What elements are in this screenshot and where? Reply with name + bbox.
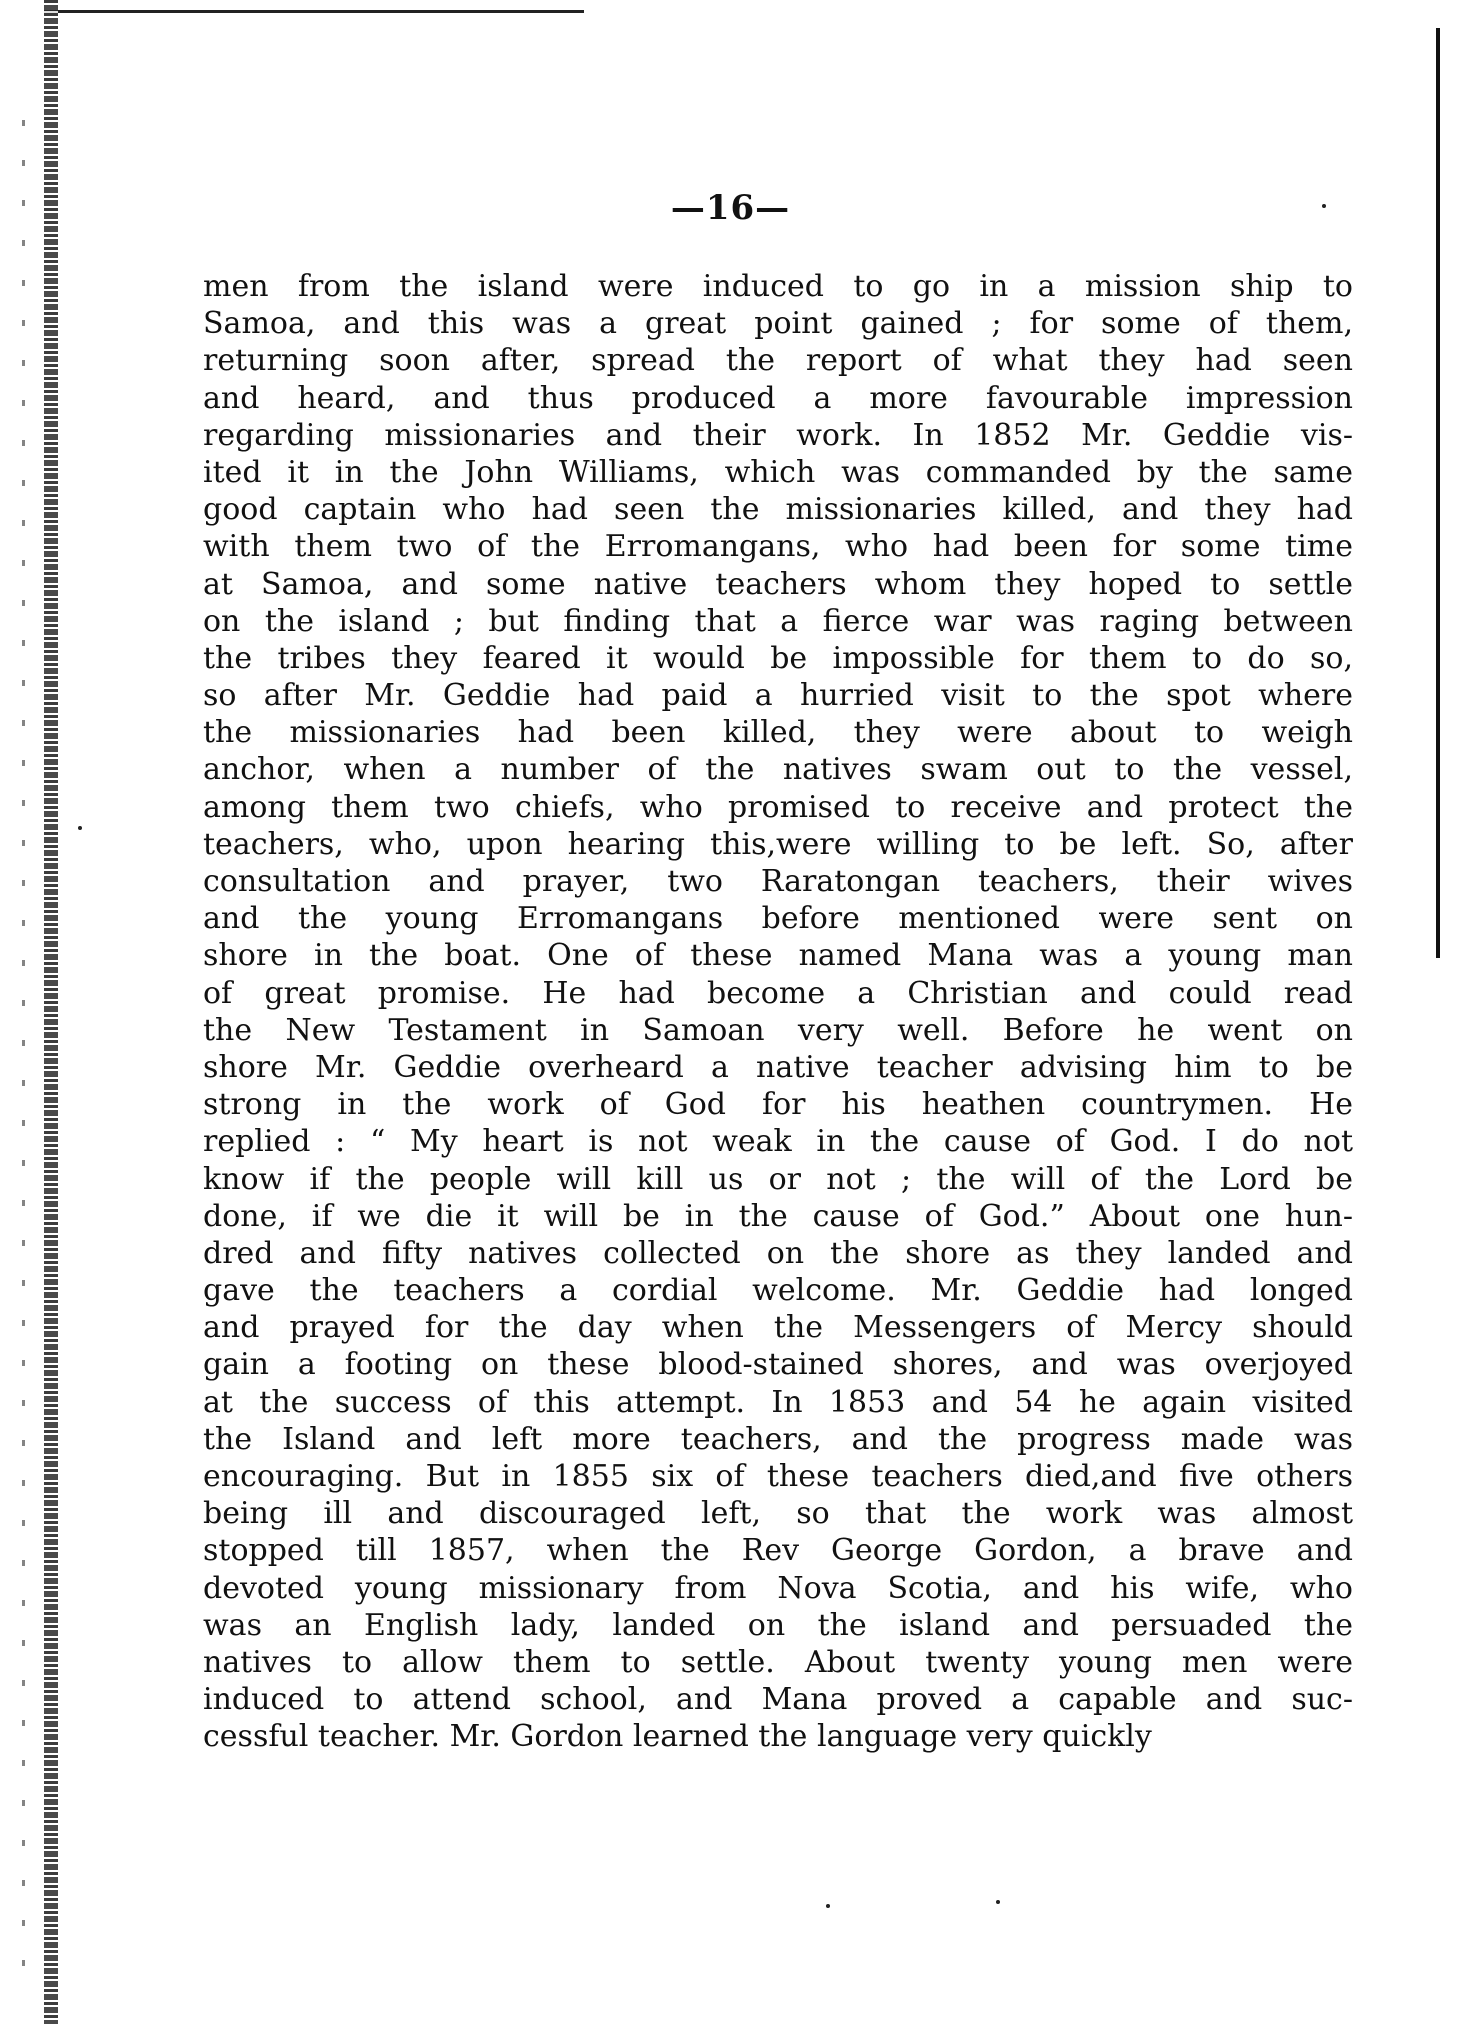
text-line: regarding missionaries and their work. In 1852 Mr. Geddie vis- <box>203 417 1353 453</box>
binding-edge-marks <box>22 120 25 1970</box>
text-line: was an English lady, landed on the island and persuaded the <box>203 1607 1353 1643</box>
text-line: gain a footing on these blood-stained shores, and was overjoyed <box>203 1347 1353 1383</box>
text-line: anchor, when a number of the natives swam out to the vessel, <box>203 752 1353 788</box>
binding-edge <box>44 0 58 2024</box>
text-line: encouraging. But in 1855 six of these teachers died,and five others <box>203 1459 1353 1494</box>
text-line: gave the teachers a cordial welcome. Mr. Geddie had longed <box>203 1273 1353 1309</box>
text-line: men from the island were induced to go in a mission ship to <box>203 269 1353 304</box>
text-line: done, if we die it will be in the cause of God.” About one hun- <box>203 1198 1353 1234</box>
text-line: dred and fifty natives collected on the shore as they landed and <box>203 1235 1353 1271</box>
text-line: natives to allow them to settle. About twenty young men were <box>203 1644 1353 1680</box>
text-line: with them two of the Erromangans, who had been for some time <box>203 529 1353 565</box>
text-line: cessful teacher. Mr. Gordon learned the language very quickly <box>203 1719 1152 1755</box>
text-line: good captain who had seen the missionaries killed, and they had <box>203 492 1353 528</box>
text-line: and prayed for the day when the Messengers of Mercy should <box>203 1310 1353 1346</box>
top-edge-rule <box>44 10 584 13</box>
text-line: devoted young missionary from Nova Scotia, and his wife, who <box>203 1570 1353 1606</box>
stray-dot <box>996 1900 1000 1904</box>
text-line: at Samoa, and some native teachers whom they hoped to settle <box>203 566 1353 602</box>
text-line: induced to attend school, and Mana proved a capable and suc- <box>203 1682 1353 1718</box>
text-line: on the island ; but finding that a fierce war was raging between <box>203 603 1353 639</box>
text-line: strong in the work of God for his heathen countrymen. He <box>203 1087 1353 1123</box>
text-line: being ill and discouraged left, so that the work was almost <box>203 1496 1353 1532</box>
text-line: the New Testament in Samoan very well. Before he went on <box>203 1012 1353 1048</box>
text-line: the missionaries had been killed, they were about to weigh <box>203 715 1353 751</box>
stray-dot <box>826 1904 830 1908</box>
text-line: of great promise. He had become a Christian and could read <box>203 975 1353 1011</box>
stray-dot <box>78 826 82 830</box>
page-number: —16— <box>670 188 791 228</box>
text-line: consultation and prayer, two Raratongan teachers, their wives <box>203 864 1353 899</box>
text-line: returning soon after, spread the report of what they had seen <box>203 343 1353 379</box>
text-line: ited it in the John Williams, which was commanded by the same <box>203 454 1353 490</box>
text-line: shore Mr. Geddie overheard a native teacher advising him to be <box>203 1049 1353 1085</box>
text-line: so after Mr. Geddie had paid a hurried visit to the spot where <box>203 678 1353 714</box>
text-line: and the young Erromangans before mentioned were sent on <box>203 901 1353 937</box>
text-line: the tribes they feared it would be impossible for them to do so, <box>203 640 1353 676</box>
text-line: shore in the boat. One of these named Mana was a young man <box>203 938 1353 974</box>
right-edge-rule <box>1436 28 1440 958</box>
text-line: replied : “ My heart is not weak in the cause of God. I do not <box>203 1124 1353 1160</box>
text-line: stopped till 1857, when the Rev George Gordon, a brave and <box>203 1533 1353 1569</box>
text-line: know if the people will kill us or not ; the will of the Lord be <box>203 1161 1353 1197</box>
text-line: teachers, who, upon hearing this,were willing to be left. So, after <box>203 826 1353 862</box>
text-line: and heard, and thus produced a more favourable impression <box>203 380 1353 416</box>
text-line: at the success of this attempt. In 1853 and 54 he again visited <box>203 1384 1353 1420</box>
body-text <box>203 268 1353 1756</box>
text-line: the Island and left more teachers, and the progress made was <box>203 1421 1353 1457</box>
text-line: among them two chiefs, who promised to receive and protect the <box>203 789 1353 825</box>
text-line: Samoa, and this was a great point gained ; for some of them, <box>203 306 1353 342</box>
